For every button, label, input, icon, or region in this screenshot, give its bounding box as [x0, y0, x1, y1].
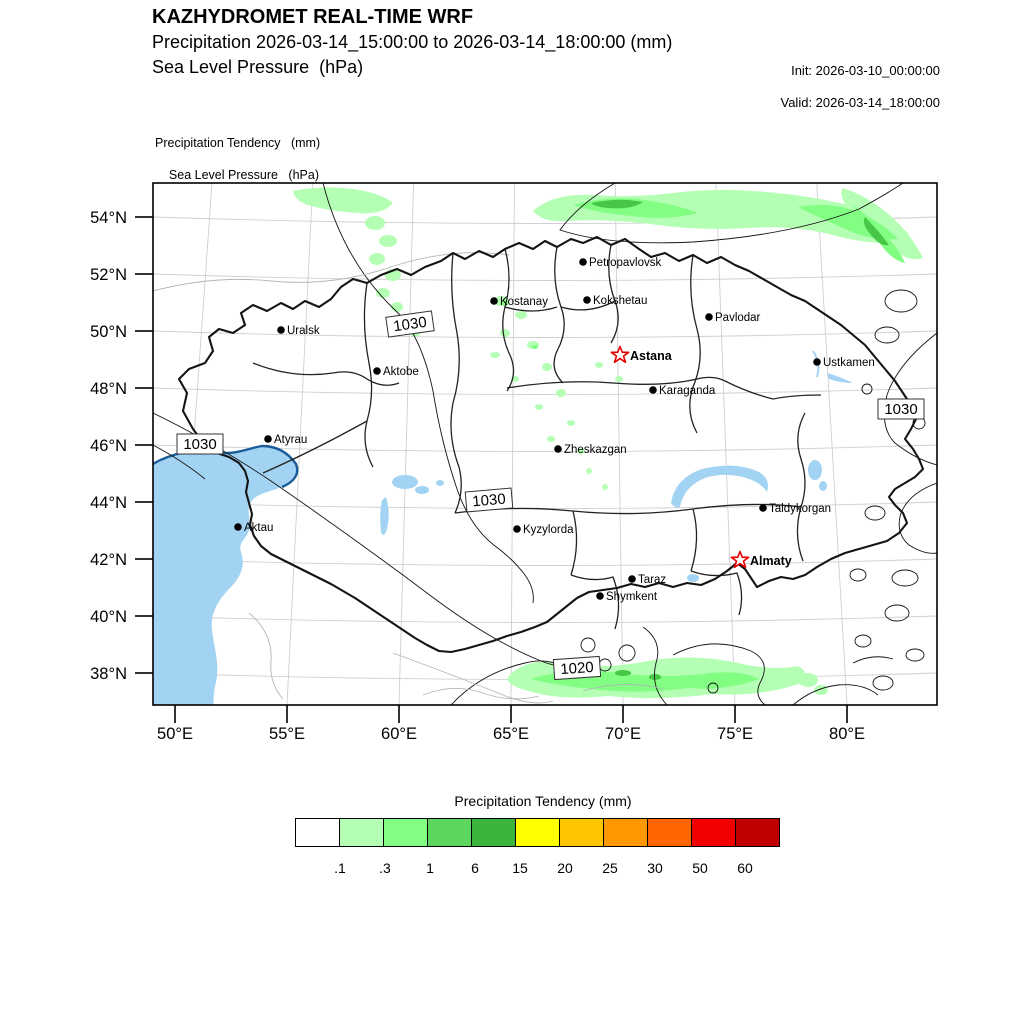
valid-time: Valid: 2026-03-14_18:00:00 — [780, 95, 940, 110]
lat-tick-label: 40°N — [90, 608, 127, 626]
city-label: Kostanay — [500, 296, 548, 308]
isobar-label-text: 1030 — [884, 401, 918, 418]
colorbar-tick-label: 60 — [737, 860, 753, 876]
colorbar-tick-label: 1 — [426, 860, 434, 876]
meridian-line — [817, 183, 847, 705]
city-marker — [583, 296, 591, 304]
colorbar-cell — [603, 818, 648, 847]
lat-tick-label: 52°N — [90, 266, 127, 284]
colorbar-cell — [515, 818, 560, 847]
city-marker — [628, 575, 636, 583]
city-label: Atyrau — [274, 434, 308, 446]
lake-balkhash — [671, 466, 768, 508]
city-marker — [234, 523, 242, 531]
city-label: Aktau — [244, 522, 274, 534]
lon-tick-label: 65°E — [493, 725, 529, 743]
city-label: Kokshetau — [593, 295, 648, 307]
init-valid-block — [600, 63, 940, 111]
city-marker — [277, 326, 285, 334]
map-canvas — [78, 178, 937, 750]
isobar-label-text: 1020 — [559, 658, 595, 679]
city-label: Taldykorgan — [769, 503, 832, 515]
city-marker — [649, 386, 657, 394]
parallel-line — [153, 331, 937, 338]
city-label: Taraz — [638, 574, 667, 586]
map-frame — [153, 183, 937, 705]
colorbar-cell — [339, 818, 384, 847]
map-overlay-legend — [155, 135, 320, 183]
graticule — [153, 183, 937, 705]
isobar-label — [553, 656, 600, 679]
lat-tick-label: 46°N — [90, 437, 127, 455]
subtitle-pressure: Sea Level Pressure (hPa) — [152, 57, 364, 77]
lon-tick-label: 70°E — [605, 725, 641, 743]
aral-sea — [392, 475, 418, 489]
colorbar-tick-label: 15 — [512, 860, 528, 876]
overlay-legend-line2: Sea Level Pressure (hPa) — [168, 168, 319, 182]
parallel-line — [153, 274, 937, 281]
colorbar-tick-label: .3 — [379, 860, 391, 876]
lon-tick-label: 80°E — [829, 725, 865, 743]
lake-zaysan — [827, 373, 853, 383]
colorbar-tick-label: 25 — [602, 860, 618, 876]
colorbar-cell — [735, 818, 780, 847]
lon-tick-label: 75°E — [717, 725, 753, 743]
city-marker — [759, 504, 767, 512]
overlay-legend-line1: Precipitation Tendency (mm) — [155, 136, 321, 150]
city-marker — [554, 445, 562, 453]
parallel-line — [153, 388, 937, 395]
isobar-label — [465, 488, 513, 512]
lat-tick-label: 54°N — [90, 209, 127, 227]
isobar-label-text: 1030 — [392, 313, 428, 336]
colorbar-cell — [295, 818, 340, 847]
colorbar-cell — [427, 818, 472, 847]
capital-star-icon — [611, 347, 628, 363]
capital-label: Astana — [630, 349, 672, 363]
pressure-contours — [153, 183, 937, 705]
colorbar-cell — [383, 818, 428, 847]
subtitle-precipitation: Precipitation 2026-03-14_15:00:00 to 2026-03-14_18:00:00 (mm) — [152, 32, 673, 52]
colorbar-tick-label: 50 — [692, 860, 708, 876]
lake-alakol — [808, 460, 822, 480]
isobar-label-text: 1030 — [471, 490, 507, 511]
lat-tick-label: 44°N — [90, 494, 127, 512]
city-label: Petropavlovsk — [589, 257, 662, 269]
colorbar-cell — [691, 818, 736, 847]
cities — [234, 257, 875, 603]
lat-tick-label: 48°N — [90, 380, 127, 398]
lon-tick-label: 60°E — [381, 725, 417, 743]
city-label: Karaganda — [659, 385, 716, 397]
city-label: Ustkamen — [823, 357, 875, 369]
city-label: Aktobe — [383, 366, 419, 378]
isobar-label — [177, 434, 223, 454]
map-plot-area — [90, 183, 937, 743]
city-marker — [705, 313, 713, 321]
city-label: Pavlodar — [715, 312, 761, 324]
city-marker — [373, 367, 381, 375]
city-marker — [579, 258, 587, 266]
city-label: Shymkent — [606, 591, 658, 603]
isobar-label — [878, 399, 924, 419]
city-label: Zheskazgan — [564, 444, 627, 456]
colorbar — [295, 818, 780, 847]
isobar-label — [386, 311, 434, 337]
init-time: Init: 2026-03-10_00:00:00 — [791, 63, 940, 78]
colorbar-cell — [647, 818, 692, 847]
city-marker — [596, 592, 604, 600]
lon-tick-label: 55°E — [269, 725, 305, 743]
lon-tick-label: 50°E — [157, 725, 193, 743]
colorbar-tick-label: 20 — [557, 860, 573, 876]
meridian-line — [716, 183, 735, 705]
isobar-label-text: 1030 — [183, 436, 217, 453]
colorbar-tick-label: 6 — [471, 860, 479, 876]
capital-label: Almaty — [750, 554, 792, 568]
colorbar-title: Precipitation Tendency (mm) — [454, 793, 632, 809]
parallel-line — [153, 616, 937, 623]
meridian-line — [511, 183, 514, 705]
colorbar-tick-label: 30 — [647, 860, 663, 876]
colorbar-tick-labels — [295, 860, 795, 878]
city-marker — [264, 435, 272, 443]
lat-tick-label: 38°N — [90, 665, 127, 683]
page-title: KAZHYDROMET REAL-TIME WRF — [152, 6, 474, 28]
city-marker — [513, 525, 521, 533]
city-label: Uralsk — [287, 325, 320, 337]
lat-tick-label: 50°N — [90, 323, 127, 341]
caspian-sea — [151, 446, 297, 707]
city-label: Kyzylorda — [523, 524, 574, 536]
colorbar-cell — [559, 818, 604, 847]
lat-tick-label: 42°N — [90, 551, 127, 569]
colorbar-cell — [471, 818, 516, 847]
colorbar-tick-label: .1 — [334, 860, 346, 876]
city-marker — [490, 297, 498, 305]
city-marker — [813, 358, 821, 366]
